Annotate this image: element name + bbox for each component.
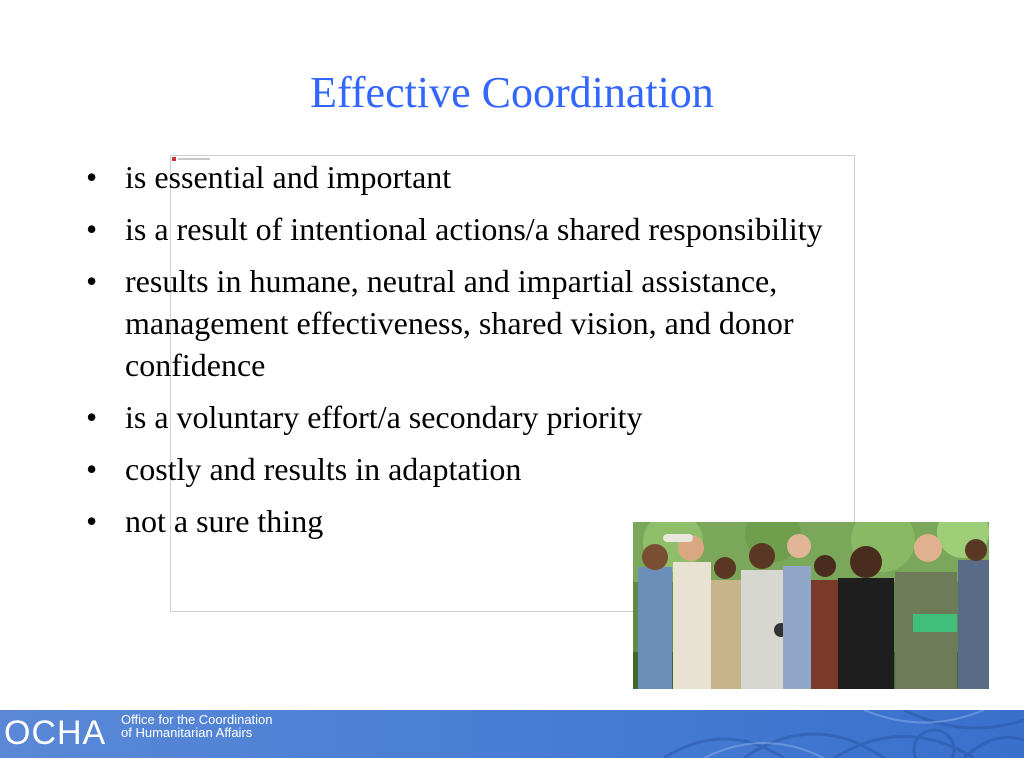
- bullet-text: results in humane, neutral and impartial assistance, management effectiveness, shared vision, and donor confidence: [125, 263, 794, 383]
- un-emblem-pattern: [604, 710, 1024, 758]
- bullet-item: [86, 260, 866, 386]
- organization-name: [121, 713, 273, 739]
- group-photo: [633, 522, 989, 689]
- ocha-logo: OCHA: [4, 714, 107, 752]
- bullet-text: is essential and important: [125, 159, 452, 195]
- bullet-text: is a voluntary effort/a secondary priority: [125, 399, 643, 435]
- bullet-text: costly and results in adaptation: [125, 451, 522, 487]
- bullet-item: [86, 156, 866, 198]
- organization-name-line2: of Humanitarian Affairs: [121, 725, 253, 740]
- footer-banner: [0, 710, 1024, 758]
- bullet-dot: •: [86, 263, 98, 299]
- bullet-text: not a sure thing: [125, 503, 324, 539]
- bullet-dot: •: [86, 451, 98, 487]
- organization-name-line1: Office for the Coordination: [121, 712, 273, 727]
- bullet-item: [86, 396, 866, 438]
- bullet-dot: •: [86, 159, 98, 195]
- bullet-dot: •: [86, 503, 98, 539]
- bullet-item: [86, 448, 866, 490]
- slide-title: Effective Coordination: [310, 68, 714, 117]
- bullet-text: is a result of intentional actions/a shared responsibility: [125, 211, 823, 247]
- bullet-list: [86, 156, 866, 552]
- bullet-dot: •: [86, 399, 98, 435]
- bullet-dot: •: [86, 211, 98, 247]
- bullet-item: [86, 208, 866, 250]
